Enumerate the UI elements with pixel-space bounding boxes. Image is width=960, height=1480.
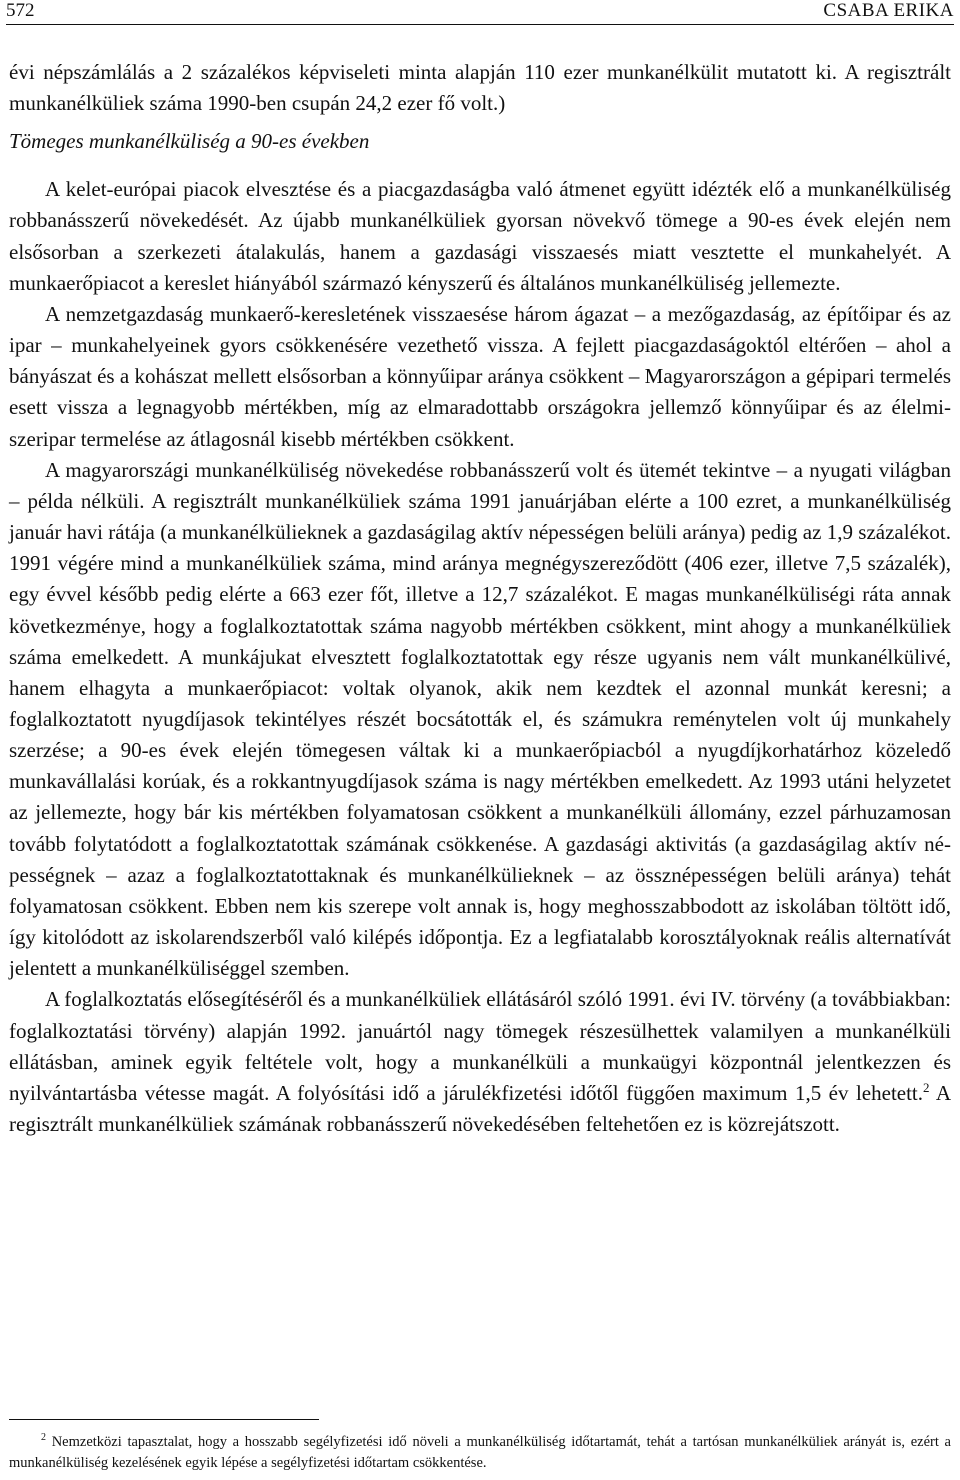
paragraph: A kelet-európai piacok elvesztése és a piacgazdaságba való átmenet együtt idézték elő a munkanélküliség robbanásszerű növekedését. Az újabb munkanélküliek gyorsan növekvő tömege a 90-es évek elején nem elsősorban a szerkezeti átalakulás, hanem a gazdasági visszaesés miatt vesztette el munkahelyét. A munkaerőpiacot a kereslet hiányából származó kényszerű és általános munkanélküliség jellemezte. xyxy=(9,177,951,295)
footnote-separator xyxy=(9,1419,319,1420)
paragraph-text: A foglalkoztatás elősegítéséről és a munkanélküliek ellátásáról szóló 1991. évi IV. törvény (a továbbiakban: foglalkoztatási törvény) alapján 1992. januártól nagy tömegek részesülhettek valamilyen a munkanélküli ellátásban, aminek egyik feltétele volt, hogy a munkanélküli a munkaügyi központnál jelentkezzen és nyilvántartásba vétesse magát. A folyósítási idő a járulékfizetési időtől függően maximum 1,5 év lehetett. xyxy=(9,987,951,1105)
page-number: 572 xyxy=(6,0,35,21)
running-header xyxy=(6,0,954,25)
paragraph-continuation: évi népszámlálás a 2 százalékos képviseleti minta alapján 110 ezer munkanélkülit mutatott ki. A regisztrált munkanélküliek száma 1990-ben csupán 24,2 ezer fő volt.) xyxy=(9,60,951,116)
paragraph-text: A regisztrált munkanélküliek számának robbanásszerű növekedésében feltehetően ez is közrejátszott. xyxy=(9,1080,951,1136)
running-head-author: CSABA ERIKA xyxy=(823,0,954,21)
footnote-text-block xyxy=(9,1432,951,1474)
paragraph-with-footnote-ref xyxy=(9,984,951,1140)
section-heading: Tömeges munkanélküliség a 90-es években xyxy=(9,129,370,154)
paragraph: A magyarországi munkanélküliség növekedése robbanásszerű volt és ütemét tekintve – a nyugati világban – példa nélküli. A regisztrált munkanélküliek száma 1991 januárjában elérte a 100 ezret, a munkanélküliség január havi rátája (a munkanélkülieknek a gazdaságilag aktív népességen belüli aránya) pedig az 1,9 százalékot. 1991 végére mind a munkanélküliek száma, mind aránya megnégyszereződött (406 ezer, illetve 7,5 százalék), egy évvel később pedig elérte a 663 ezer főt, illetve a 12,7 százalékot. E magas munkanélküliségi ráta annak következménye, hogy a foglalkoztatottak száma nagyobb mértékben csökkent, mint ahogy a munkanélküliek száma emelkedett. A munkájukat elvesztett foglalkoztatottak egy része ugyanis nem vált munkanélkülivé, hanem elhagyta a munkaerőpiacot: voltak olyanok, akik nem kezdtek el azonnal munkát keresni; a foglalkoztatott nyugdíjasok tekintélyes részét bocsátották el, és számukra reménytelen volt új munkahely szerzése; a 90-es évek elején tömegesen váltak ki a munkaerőpiacból a nyugdíjkorhatárhoz közeledő munkavállalási korúak, és a rokkantnyugdíjasok száma is nagy mértékben emelkedett. Az 1993 utáni helyzetet az jellemezte, hogy bár kis mértékben folyamatosan csökkent a munkanélküli állomány, ezzel párhuzamosan tovább folytatódott a foglalkoztatottak számának csökkenése. A gazdasági aktivitás (a gazdaságilag aktív népességnek – azaz a foglalkoztatottaknak és munkanélkülieknek – az össznépességen belüli aránya) tehát folyamatosan csökkent. Ebben nem kis szerepe volt annak is, hogy meghosszabbodott az iskolában töltött idő, így kitolódott az iskolarendszerből való kilépés időpontja. Ez a legfiatalabb korosztályoknak reális alternatívát jelentett a munkanélküliséggel szemben. xyxy=(9,457,951,981)
footnote-text: Nemzetközi tapasztalat, hogy a hosszabb segélyfizetési idő növeli a munkanélküliség időtartamát, tehát a tartósan munkanélküliek arányát is, ezért a munkanélküliség kezelésének egyik lépése a segélyfizetési időtartam csökkentése. xyxy=(9,1434,951,1471)
article-body xyxy=(9,57,951,1140)
footnote-reference[interactable]: 2 xyxy=(923,1079,930,1095)
paragraph: A nemzetgazdaság munkaerő-keresletének visszaesése három ágazat – a mezőgazdaság, az építőipar és az ipar – munkahelyeinek gyors csökkenésére vezethető vissza. A fejlett piacgazdaságoktól eltérően – ahol a bányászat és a kohászat mellett elsősorban a könnyűipar aránya csökkent – Magyarországon a gépipari termelés esett vissza a legnagyobb mértékben, míg az elmaradottabb országokra jellemző könnyűipar és az élelmiszeripar termelése az átlagosnál kisebb mértékben csökkent. xyxy=(9,301,951,451)
footnote xyxy=(9,1432,951,1474)
footnote-number: 2 xyxy=(41,1432,46,1443)
